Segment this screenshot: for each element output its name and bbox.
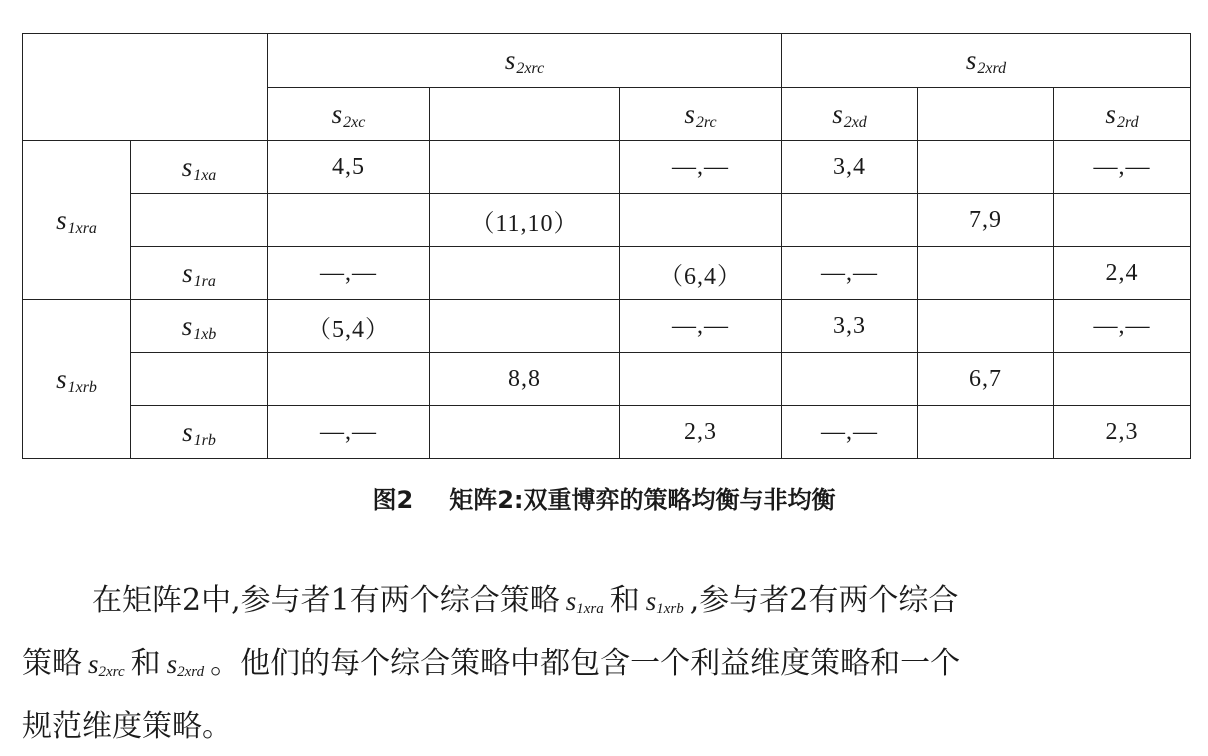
row-group-header-1xra: $s_{1xra}$: [23, 141, 131, 300]
payoff-cell: —,—: [1054, 300, 1191, 353]
paragraph-line-1: 在矩阵2中,参与者1有两个综合策略 $s_{1xra}$ 和 $s_{1xrb}$ ,参与者2有两个综合: [92, 583, 959, 618]
col-group-header-2xrc: $s_{2xrc}$: [268, 34, 782, 88]
payoff-cell: [430, 247, 620, 300]
row-group-header-1xrb: $s_{1xrb}$: [23, 300, 131, 459]
matrix-corner-cell: [23, 34, 268, 141]
payoff-cell: —,—: [620, 141, 782, 194]
inline-symbol: $s_{1xra}$: [565, 586, 604, 617]
payoff-cell: [918, 300, 1054, 353]
col-header-blank-2: [918, 88, 1054, 141]
payoff-cell: 8,8: [430, 353, 620, 406]
body-paragraph: [22, 572, 1192, 756]
payoff-cell: 3,4: [782, 141, 918, 194]
col-header-blank-1: [430, 88, 620, 141]
payoff-cell: 4,5: [268, 141, 430, 194]
payoff-cell: [430, 141, 620, 194]
row-header-1rb: $s_{1rb}$: [131, 406, 268, 459]
payoff-cell: —,—: [268, 406, 430, 459]
payoff-cell: —,—: [782, 406, 918, 459]
col-header-2xd: $s_{2xd}$: [782, 88, 918, 141]
col-header-2xc: $s_{2xc}$: [268, 88, 430, 141]
table-row: [23, 406, 1191, 459]
payoff-cell: [1054, 194, 1191, 247]
payoff-cell: [918, 141, 1054, 194]
payoff-cell: —,—: [1054, 141, 1191, 194]
payoff-cell: [918, 406, 1054, 459]
table-row: [23, 247, 1191, 300]
payoff-cell: （6,4）: [620, 247, 782, 300]
payoff-cell: —,—: [782, 247, 918, 300]
payoff-cell: 2,3: [620, 406, 782, 459]
payoff-cell: [430, 300, 620, 353]
inline-symbol: $s_{2xrd}$: [166, 649, 205, 680]
payoff-cell: [620, 194, 782, 247]
table-row: [23, 353, 1191, 406]
table-row: [23, 300, 1191, 353]
figure-title: 矩阵2:双重博弈的策略均衡与非均衡: [449, 486, 836, 514]
paragraph-line-2: 策略 $s_{2xrc}$ 和 $s_{2xrd}$ 。他们的每个综合策略中都包含一个利益维度策略和一个: [22, 646, 961, 681]
payoff-cell: 6,7: [918, 353, 1054, 406]
row-header-1xb: $s_{1xb}$: [131, 300, 268, 353]
table-row: [23, 194, 1191, 247]
payoff-cell: 7,9: [918, 194, 1054, 247]
row-header-1ra: $s_{1ra}$: [131, 247, 268, 300]
payoff-cell: 2,3: [1054, 406, 1191, 459]
payoff-cell: [918, 247, 1054, 300]
payoff-cell: 2,4: [1054, 247, 1191, 300]
figure-number: 图2: [372, 486, 414, 514]
col-header-2rc: $s_{2rc}$: [620, 88, 782, 141]
paragraph-line-3: 规范维度策略。: [22, 709, 232, 744]
payoff-cell: [268, 194, 430, 247]
strategy-matrix: [22, 33, 1191, 459]
payoff-cell: —,—: [620, 300, 782, 353]
payoff-cell: [620, 353, 782, 406]
inline-symbol: $s_{2xrc}$: [88, 649, 125, 680]
row-header-blank: [131, 353, 268, 406]
payoff-cell: （11,10）: [430, 194, 620, 247]
payoff-cell: —,—: [268, 247, 430, 300]
payoff-cell: [782, 194, 918, 247]
payoff-cell: [430, 406, 620, 459]
figure-caption: [0, 480, 1208, 515]
payoff-cell: [782, 353, 918, 406]
inline-symbol: $s_{1xrb}$: [645, 586, 684, 617]
payoff-cell: [268, 353, 430, 406]
payoff-cell: （5,4）: [268, 300, 430, 353]
col-group-header-2xrd: $s_{2xrd}$: [782, 34, 1191, 88]
col-header-2rd: $s_{2rd}$: [1054, 88, 1191, 141]
table-row: [23, 141, 1191, 194]
row-header-blank: [131, 194, 268, 247]
payoff-cell: 3,3: [782, 300, 918, 353]
row-header-1xa: $s_{1xa}$: [131, 141, 268, 194]
payoff-cell: [1054, 353, 1191, 406]
